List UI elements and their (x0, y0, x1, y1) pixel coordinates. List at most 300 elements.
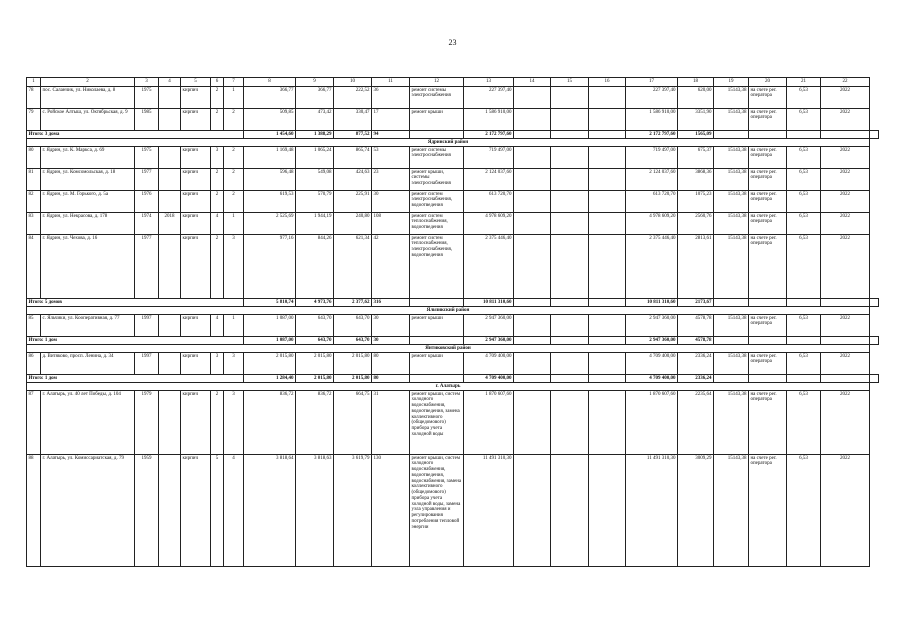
table-cell (514, 87, 551, 109)
total-cell (714, 375, 749, 383)
table-cell: г. Ядрин, ул. Комсомольская, д. 18 (41, 169, 135, 191)
table-cell: 977,16 (244, 235, 296, 299)
total-cell: 4 973,76 (296, 299, 334, 307)
table-cell (589, 235, 626, 299)
column-header: 2 (41, 78, 135, 87)
table-cell: 6,53 (787, 87, 821, 109)
table-cell: 2 124 037,60 (464, 169, 514, 191)
table-cell: 4 978 609,20 (464, 213, 514, 235)
table-cell: 1985 (135, 109, 159, 131)
table-cell (551, 147, 589, 169)
table-cell (551, 87, 589, 109)
table-cell: 2 525,69 (244, 213, 296, 235)
column-header: 3 (135, 78, 159, 87)
table-cell: с. Ройское Алтыш, ул. Октябрьская, д. 9 (41, 109, 135, 131)
table-cell: 3 (224, 391, 244, 455)
table-cell: 36 (372, 87, 410, 109)
total-cell (589, 299, 626, 307)
table-cell: 240,80 (334, 213, 372, 235)
table-cell: 1 944,19 (296, 213, 334, 235)
table-cell: 2 (224, 191, 244, 213)
total-cell (410, 375, 464, 383)
table-cell (551, 213, 589, 235)
table-cell: 15143,38 (714, 235, 749, 299)
page-number: 23 (448, 38, 457, 47)
table-cell: 1975 (135, 87, 159, 109)
table-cell: 227 397,40 (464, 87, 514, 109)
total-cell (714, 131, 749, 139)
table-cell: 31 (372, 391, 410, 455)
table-cell: 1 586 910,00 (626, 109, 678, 131)
table-cell: 15143,38 (714, 147, 749, 169)
table-cell (159, 235, 181, 299)
total-cell: 316 (372, 299, 410, 307)
table-cell (159, 455, 181, 567)
table-cell: 3351,90 (678, 109, 714, 131)
table-row (27, 353, 879, 375)
column-header: 4 (159, 78, 181, 87)
table-cell: 6,53 (787, 147, 821, 169)
table-cell: 2 947 360,00 (464, 315, 514, 337)
table-cell: 84 (27, 235, 41, 299)
table-cell: 2022 (821, 169, 870, 191)
table-cell: 4578,78 (678, 315, 714, 337)
total-cell (589, 375, 626, 383)
table-cell: 81 (27, 169, 41, 191)
table-cell (514, 109, 551, 131)
table-cell (551, 353, 589, 375)
total-cell (787, 131, 821, 139)
table-cell: д. Витяково, просп. Ленина, д. 34 (41, 353, 135, 375)
table-cell: 844,26 (296, 235, 334, 299)
table-cell (159, 87, 181, 109)
table-cell: 15143,38 (714, 213, 749, 235)
table-cell: 2 015,80 (244, 353, 296, 375)
total-row (27, 299, 879, 307)
table-cell: 619,53 (244, 191, 296, 213)
table-cell (159, 191, 181, 213)
region-row (27, 345, 879, 353)
table-cell: 2 375 446,40 (464, 235, 514, 299)
table-cell: 6,53 (787, 213, 821, 235)
table-cell: 6,53 (787, 191, 821, 213)
table-cell: 643,70 (296, 315, 334, 337)
table-cell (589, 109, 626, 131)
table-cell: 366,77 (296, 87, 334, 109)
table-cell (589, 213, 626, 235)
table-cell: 1 169,48 (244, 147, 296, 169)
table-cell: 1977 (135, 235, 159, 299)
total-cell (821, 375, 870, 383)
table-cell (159, 169, 181, 191)
table-cell: на счете рег. оператора (749, 213, 787, 235)
table-cell: на счете рег. оператора (749, 391, 787, 455)
table-cell (551, 455, 589, 567)
total-cell: 1 087,00 (244, 337, 296, 345)
table-cell (514, 213, 551, 235)
table-cell: 5 (211, 455, 224, 567)
table-cell: 1979 (135, 391, 159, 455)
table-cell (551, 391, 589, 455)
column-header: 14 (514, 78, 551, 87)
table-cell: 613 720,70 (464, 191, 514, 213)
table-cell: 86 (27, 353, 41, 375)
table-cell (514, 169, 551, 191)
table-cell (589, 87, 626, 109)
table-cell: 4 (211, 213, 224, 235)
total-cell: 30 (372, 337, 410, 345)
table-cell: 2235,64 (678, 391, 714, 455)
table-cell: 2 (211, 169, 224, 191)
table-cell: 6,53 (787, 391, 821, 455)
column-header: 17 (626, 78, 678, 87)
table-cell: 2022 (821, 455, 870, 567)
table-cell: на счете рег. оператора (749, 191, 787, 213)
region-row (27, 307, 879, 315)
column-header: 6 (211, 78, 224, 87)
total-cell: 10 811 310,60 (626, 299, 678, 307)
table-cell: 222,52 (334, 87, 372, 109)
table-cell: 87 (27, 391, 41, 455)
table-cell: 11 491 310,30 (626, 455, 678, 567)
table-cell: кирпич (181, 169, 211, 191)
total-row (27, 131, 879, 139)
column-header: 19 (714, 78, 749, 87)
table-cell: 1975 (135, 147, 159, 169)
table-cell: 1 (224, 213, 244, 235)
table-cell (514, 391, 551, 455)
total-cell: 2 015,80 (296, 375, 334, 383)
table-cell: 2022 (821, 235, 870, 299)
region-row (27, 139, 879, 147)
table-cell: 549,08 (296, 169, 334, 191)
table-cell: ремонт крыши, систем холодного водоснабжения, водоотведения, замена коллективного (общедомового) прибора учета холодной воды (410, 391, 464, 455)
total-cell: 2 172 797,60 (626, 131, 678, 139)
total-cell: 1 454,60 (244, 131, 296, 139)
table-cell: 620,00 (678, 87, 714, 109)
table-cell: 6,53 (787, 455, 821, 567)
table-cell: 1977 (135, 169, 159, 191)
table-cell: 6,53 (787, 315, 821, 337)
table-cell: 30 (372, 315, 410, 337)
total-row (27, 337, 879, 345)
table-cell: г. Ядрин, ул. М. Горького, д. 5а (41, 191, 135, 213)
column-header: 7 (224, 78, 244, 87)
table-cell: 2 (211, 87, 224, 109)
total-cell: 2 015,80 (334, 375, 372, 383)
total-cell (787, 299, 821, 307)
table-cell: 1997 (135, 315, 159, 337)
table-cell: 78 (27, 87, 41, 109)
table-cell: 2022 (821, 315, 870, 337)
column-header: 22 (821, 78, 870, 87)
table-row (27, 169, 879, 191)
total-cell: 1 388,29 (296, 131, 334, 139)
table-cell: пос. Саланчик, ул. Николаева, д. 8 (41, 87, 135, 109)
table-cell: на счете рег. оператора (749, 169, 787, 191)
total-label: Итого: 1 дом (27, 375, 244, 383)
total-cell: 80 (372, 375, 410, 383)
table-cell: 2022 (821, 191, 870, 213)
table-cell (589, 169, 626, 191)
table-cell: 613 720,70 (626, 191, 678, 213)
table-row (27, 147, 879, 169)
table-cell: на счете рег. оператора (749, 455, 787, 567)
total-cell (514, 131, 551, 139)
total-cell (551, 337, 589, 345)
table-cell (551, 315, 589, 337)
table-cell: 15143,38 (714, 87, 749, 109)
table-cell: 42 (372, 235, 410, 299)
table-cell: 621,34 (334, 235, 372, 299)
table-cell: 15143,38 (714, 353, 749, 375)
total-cell: 4 709 400,00 (626, 375, 678, 383)
region-name: Яльчикский район (27, 307, 870, 315)
total-cell (514, 337, 551, 345)
table-cell: 53 (372, 147, 410, 169)
table-cell (514, 353, 551, 375)
table-cell: 2 (224, 169, 244, 191)
table-cell: 1 (224, 87, 244, 109)
table-cell: ремонт систем теплоснабжения, электроснабжения, водоотведения (410, 235, 464, 299)
total-cell: 4578,78 (678, 337, 714, 345)
table-cell: 15143,38 (714, 315, 749, 337)
table-cell: 3 619,79 (334, 455, 372, 567)
table-cell: на счете рег. оператора (749, 87, 787, 109)
table-cell: кирпич (181, 147, 211, 169)
table-cell: кирпич (181, 213, 211, 235)
column-header: 15 (551, 78, 589, 87)
total-cell (870, 375, 879, 383)
table-cell: 2336,24 (678, 353, 714, 375)
total-cell: 2 947 360,00 (464, 337, 514, 345)
table-cell: 1075,23 (678, 191, 714, 213)
table-row (27, 87, 879, 109)
table-cell: 17 (372, 109, 410, 131)
table-cell: 836,72 (244, 391, 296, 455)
table-cell: ремонт системы электроснабжения (410, 87, 464, 109)
total-cell (551, 375, 589, 383)
total-cell (821, 299, 870, 307)
table-cell: на счете рег. оператора (749, 109, 787, 131)
table-cell: 2022 (821, 109, 870, 131)
table-cell: 30 (372, 191, 410, 213)
table-cell: 83 (27, 213, 41, 235)
table-cell: 227 397,40 (626, 87, 678, 109)
table-cell: 2022 (821, 391, 870, 455)
table-row (27, 315, 879, 337)
table-row (27, 213, 879, 235)
table-cell: 3 (211, 147, 224, 169)
table-cell: 1 (224, 315, 244, 337)
total-cell: 643,70 (296, 337, 334, 345)
table-cell: 4 978 609,20 (626, 213, 678, 235)
total-cell (410, 337, 464, 345)
table-cell: на счете рег. оператора (749, 315, 787, 337)
table-cell: 2 375 446,40 (626, 235, 678, 299)
table-cell: кирпич (181, 191, 211, 213)
table-cell: г. Ядрин, ул. К. Маркса, д. 69 (41, 147, 135, 169)
table-cell: 1 087,00 (244, 315, 296, 337)
table-cell: 570,79 (296, 191, 334, 213)
table-cell: 2 015,80 (334, 353, 372, 375)
total-cell: 2173,67 (678, 299, 714, 307)
table-cell: г. Алатырь, ул. Комиссариатская, д. 79 (41, 455, 135, 567)
table-cell (159, 315, 181, 337)
table-cell: 6,53 (787, 353, 821, 375)
total-cell (589, 131, 626, 139)
total-label: Итого: 5 домов (27, 299, 244, 307)
table-cell: г. Ядрин, ул. Некрасова, д. 178 (41, 213, 135, 235)
table-cell: г. Ядрин, ул. Чехова, д. 16 (41, 235, 135, 299)
table-cell: 1 586 910,00 (464, 109, 514, 131)
table-cell: 1974 (135, 213, 159, 235)
table-cell (514, 235, 551, 299)
table-cell: 3868,36 (678, 169, 714, 191)
table-cell (551, 191, 589, 213)
table-cell: 80 (27, 147, 41, 169)
table-cell: г. Алатырь, ул. 40 лет Победы, д. 104 (41, 391, 135, 455)
table-cell (589, 191, 626, 213)
table-cell: 4 (211, 315, 224, 337)
column-header: 18 (678, 78, 714, 87)
table-cell: 473,42 (296, 109, 334, 131)
table-cell: кирпич (181, 87, 211, 109)
table-cell: 719 497,00 (464, 147, 514, 169)
region-name: Ядринский район (27, 139, 870, 147)
table-cell: с. Яльчики, ул. Кооперативная, д. 77 (41, 315, 135, 337)
table-cell: ремонт систем электроснабжения, водоотведения (410, 191, 464, 213)
table-cell: 6,53 (787, 109, 821, 131)
table-cell: 2022 (821, 147, 870, 169)
table-cell: 15143,38 (714, 109, 749, 131)
table-cell: кирпич (181, 235, 211, 299)
table-cell: 1 065,24 (296, 147, 334, 169)
table-cell: ремонт крыши, системы электроснабжения (410, 169, 464, 191)
table-cell: 23 (372, 169, 410, 191)
total-cell: 94 (372, 131, 410, 139)
table-cell: кирпич (181, 391, 211, 455)
total-cell: 2336,24 (678, 375, 714, 383)
total-cell: 643,70 (334, 337, 372, 345)
table-cell: 6,53 (787, 169, 821, 191)
table-cell: 643,70 (334, 315, 372, 337)
table-cell: 1 870 607,60 (626, 391, 678, 455)
table-cell: кирпич (181, 315, 211, 337)
total-row (27, 375, 879, 383)
column-header: 1 (27, 78, 41, 87)
column-header: 10 (334, 78, 372, 87)
table-cell (159, 353, 181, 375)
table-cell: 3 818,64 (244, 455, 296, 567)
table-cell (589, 455, 626, 567)
total-cell: 2 172 797,60 (464, 131, 514, 139)
table-cell: 79 (27, 109, 41, 131)
total-cell (749, 375, 787, 383)
total-cell: 5 810,74 (244, 299, 296, 307)
column-header: 9 (296, 78, 334, 87)
table-cell (589, 147, 626, 169)
total-cell (410, 299, 464, 307)
total-cell (514, 375, 551, 383)
table-cell: 596,48 (244, 169, 296, 191)
table-cell: 1 870 607,60 (464, 391, 514, 455)
table-cell (551, 169, 589, 191)
table-cell (589, 391, 626, 455)
total-cell: 2 947 360,00 (626, 337, 678, 345)
total-cell: 877,52 (334, 131, 372, 139)
table-cell: кирпич (181, 455, 211, 567)
table-cell: 2 (224, 147, 244, 169)
total-cell (714, 299, 749, 307)
total-cell (749, 131, 787, 139)
table-cell: 4 709 400,00 (464, 353, 514, 375)
table-cell: 2 (211, 235, 224, 299)
column-header: 13 (464, 78, 514, 87)
table-cell (514, 191, 551, 213)
table-cell: 2022 (821, 87, 870, 109)
table-cell: 424,63 (334, 169, 372, 191)
total-cell (821, 131, 870, 139)
table-cell: 80 (372, 353, 410, 375)
table-cell: 719 497,00 (626, 147, 678, 169)
total-cell (514, 299, 551, 307)
table-cell (159, 391, 181, 455)
table-cell: 675,37 (678, 147, 714, 169)
table-cell: 2 (211, 191, 224, 213)
table-cell: 2 (211, 391, 224, 455)
table-cell: 130 (372, 455, 410, 567)
region-name: г. Алатырь (27, 383, 870, 391)
table-cell (551, 109, 589, 131)
table-cell: 664,75 (334, 391, 372, 455)
table-cell: 509,85 (244, 109, 296, 131)
total-label: Итого: 1 дом (27, 337, 244, 345)
total-cell: 2 377,62 (334, 299, 372, 307)
table-cell: ремонт крыши (410, 315, 464, 337)
column-header: 8 (244, 78, 296, 87)
table-row (27, 109, 879, 131)
column-header: 21 (787, 78, 821, 87)
table-cell: 15143,38 (714, 191, 749, 213)
column-header: 20 (749, 78, 787, 87)
total-cell (714, 337, 749, 345)
column-header: 5 (181, 78, 211, 87)
table-cell: 2 (211, 109, 224, 131)
table-cell: 1997 (135, 353, 159, 375)
total-cell (787, 375, 821, 383)
table-row (27, 455, 879, 567)
table-cell: 2022 (821, 353, 870, 375)
table-cell (514, 455, 551, 567)
table-cell: 865,74 (334, 147, 372, 169)
total-cell (749, 337, 787, 345)
region-name: Янтиковский район (27, 345, 870, 353)
total-cell: 10 811 310,60 (464, 299, 514, 307)
housing-repair-table (26, 77, 879, 567)
table-cell (589, 353, 626, 375)
table-cell: 1959 (135, 455, 159, 567)
table-cell: 366,77 (244, 87, 296, 109)
table-cell: 225,91 (334, 191, 372, 213)
table-cell: кирпич (181, 109, 211, 131)
table-cell: 15143,38 (714, 455, 749, 567)
table-cell: 836,72 (296, 391, 334, 455)
table-cell: 4 (224, 455, 244, 567)
table-cell: 3009,29 (678, 455, 714, 567)
total-cell (551, 131, 589, 139)
column-header: 12 (410, 78, 464, 87)
